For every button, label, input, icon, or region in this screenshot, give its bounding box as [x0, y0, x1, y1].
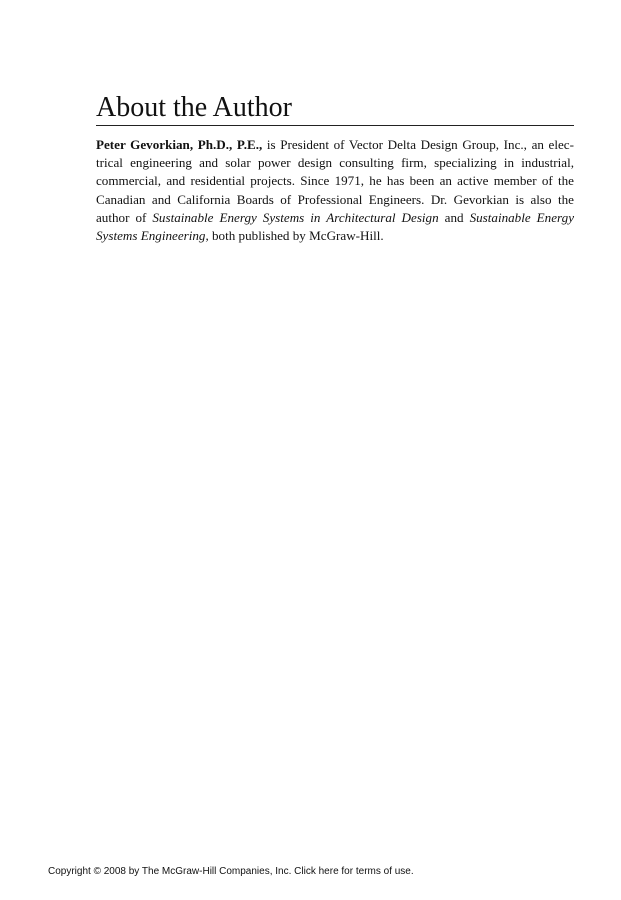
- book-title-2: Sustainable Energy Systems Engineering,: [96, 209, 575, 244]
- book-title-1: Sustainable Energy Systems in Architectural Design: [152, 209, 439, 225]
- bio-text-part-2: and: [438, 209, 470, 225]
- page-title: About the Author: [96, 92, 574, 126]
- author-name: Peter Gevorkian, Ph.D., P.E.,: [96, 137, 263, 152]
- copyright-footer[interactable]: Copyright © 2008 by The McGraw-Hill Companies, Inc. Click here for terms of use.: [48, 866, 414, 877]
- author-biography: [96, 136, 574, 245]
- bio-text-part-1: is President of Vector Delta Design Group, Inc., an electrical engineering and solar power design consulting firm, specializing in industrial, commercial, and residential projects. Since 1971, he has been an active member of the Canadian and California Boards of Professional Engineers. Dr. Gevorkian is also the author of: [96, 137, 574, 225]
- bio-text-part-3: both published by McGraw-Hill.: [208, 228, 384, 244]
